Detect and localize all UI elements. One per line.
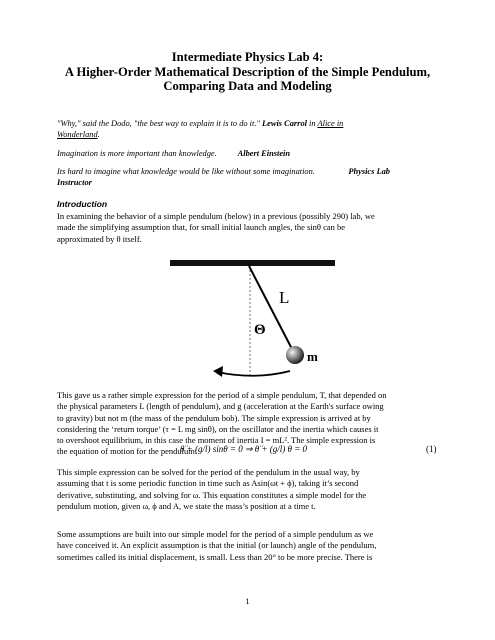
body-paragraph-4 xyxy=(57,529,442,563)
section-heading-introduction: Introduction xyxy=(57,199,108,209)
quote-dodo-author: Lewis Carrol xyxy=(262,119,307,128)
p3-line-4: pendulum motion, given ω, ϕ and A, we state the mass’s position at a time t. xyxy=(57,500,316,511)
quote-dodo-text: "Why," said the Dodo, "the best way to explain it is to do it." xyxy=(57,119,260,128)
intro-line-1: In examining the behavior of a simple pendulum (below) in a previous (possibly 290) lab, we xyxy=(57,211,375,221)
p4-line-2: have conceived it. An explicit assumption is that the initial (or launch) angle of the pendulum, xyxy=(57,540,377,551)
quote-dodo: "Why," said the Dodo, "the best way to explain it is to do it." Lewis Carrol in Alice in Wonderland. xyxy=(57,119,344,139)
quote-instructor-author-a: Physics Lab xyxy=(348,167,390,176)
p2-line-2: the physical parameters L (length of pendulum), and g (acceleration at the Earth's surface owing xyxy=(57,401,384,412)
quote-einstein-author: Albert Einstein xyxy=(237,149,291,158)
equation-1: θ̈ + (g/l) sinθ = 0 ⇒ θ̈ + (g/l) θ = 0 xyxy=(180,444,308,454)
pendulum-support xyxy=(170,260,335,266)
body-paragraph-3 xyxy=(57,467,442,512)
p2-line-6: the equation of motion for the pendulum: xyxy=(57,446,198,457)
intro-line-2: made the simplifying assumption that, for small initial launch angles, the sinθ can be xyxy=(57,222,346,233)
p3-line-3: derivative, substituting, and solving for ω. This equation constitutes a simple model for the xyxy=(57,489,367,500)
swing-arc xyxy=(217,371,290,376)
p2-line-5: to overshoot equilibrium, in this case the moment of inertia I = mL². The simple expression is xyxy=(57,435,376,446)
p2-line-3: to gravity) but not m (the mass of the pendulum bob). The simple expression is arrived at by xyxy=(57,412,371,423)
quote-instructor-author-b: Instructor xyxy=(57,177,92,187)
p4-line-3: sometimes called its initial displacement, is small. Less than 20° to be more precise. There is xyxy=(57,551,373,562)
angle-label: Θ xyxy=(254,322,266,338)
quote-dodo-book-a: Alice in xyxy=(317,119,344,128)
pendulum-bob xyxy=(286,346,304,364)
p2-line-4: considering the ‘return torque’ (τ = L mg sinθ), on the oscillator and the inertia which causes it xyxy=(57,423,379,434)
quote-instructor-text: Its hard to imagine what knowledge would be like without some imagination. xyxy=(57,167,315,176)
equation-number: (1) xyxy=(426,444,437,454)
title-line-3: Comparing Data and Modeling xyxy=(163,79,332,93)
quote-dodo-book-b: Wonderland xyxy=(57,129,98,139)
p2-line-1: This gave us a rather simple expression for the period of a simple pendulum, T, that depended on xyxy=(57,390,387,400)
page-number: 1 xyxy=(245,596,250,606)
mass-label: m xyxy=(307,349,318,364)
length-label: L xyxy=(279,288,290,307)
p3-line-1: This simple expression can be solved for the period of the pendulum in the usual way, by xyxy=(57,467,360,477)
p3-line-2: assuming that t is some periodic function in time such as Asin(ωt + ϕ), taking it’s second xyxy=(57,478,359,489)
quote-einstein-text: Imagination is more important than knowledge. xyxy=(57,149,217,158)
quote-dodo-in: in xyxy=(309,119,316,128)
p4-line-1: Some assumptions are built into our simple model for the period of a simple pendulum as we xyxy=(57,529,374,539)
swing-arrow-head-icon xyxy=(213,366,223,377)
title-line-2: A Higher-Order Mathematical Description of the Simple Pendulum, xyxy=(64,64,431,79)
title-line-1: Intermediate Physics Lab 4: xyxy=(171,50,324,64)
intro-line-3: approximated by θ itself. xyxy=(57,233,142,244)
